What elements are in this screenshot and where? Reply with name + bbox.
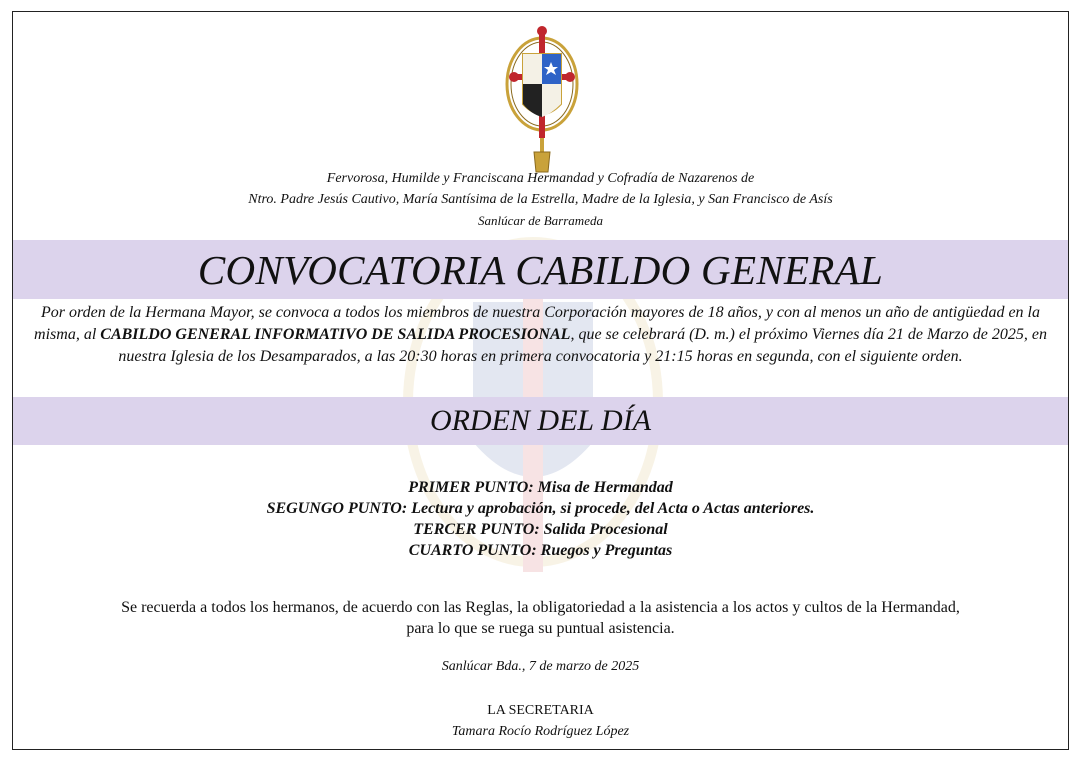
orden-del-dia-title: ORDEN DEL DÍA <box>429 404 652 437</box>
agenda-point: CUARTO PUNTO: Ruegos y Preguntas <box>408 542 673 559</box>
intro-bold: CABILDO GENERAL INFORMATIVO DE SALIDA PROCESIONAL <box>100 326 571 343</box>
agenda-point: TERCER PUNTO: Salida Procesional <box>413 521 668 538</box>
header-city: Sanlúcar de Barrameda <box>478 213 603 228</box>
reminder-line-2: para lo que se ruega su puntual asistencia. <box>406 620 675 637</box>
document-frame <box>12 11 1069 750</box>
brotherhood-header <box>13 168 1068 231</box>
intro-part-2: , que se celebrará (D. m.) el próximo Viernes día 21 de Marzo de 2025, en nuestra Iglesia de los Desamparados, a las 20:30 horas en primera convocatoria y 21:15 horas en segunda, con el siguiente orden. <box>118 326 1047 365</box>
header-line-2: Ntro. Padre Jesús Cautivo, María Santísima de la Estrella, Madre de la Iglesia, y San Francisco de Asís <box>248 192 833 207</box>
header-line-1: Fervorosa, Humilde y Franciscana Hermandad y Cofradía de Nazarenos de <box>326 171 755 186</box>
agenda-points <box>13 477 1068 561</box>
signature-role: LA SECRETARIA <box>487 703 594 718</box>
agenda-point: SEGUNGO PUNTO: Lectura y aprobación, si procede, del Acta o Actas anteriores. <box>266 500 815 517</box>
attendance-reminder <box>33 597 1048 639</box>
document-title: CONVOCATORIA CABILDO GENERAL <box>197 247 884 293</box>
document-date: Sanlúcar Bda., 7 de marzo de 2025 <box>441 659 640 674</box>
signature-name: Tamara Rocío Rodríguez López <box>451 724 630 739</box>
convocation-text <box>33 302 1048 368</box>
signature-block <box>13 700 1068 742</box>
intro-part-1: Por orden de la Hermana Mayor, se convoca a todos los miembros de nuestra Corporación mayores de 18 años, y con al menos un año de antigüedad en la misma, al <box>34 304 1040 343</box>
reminder-line-1: Se recuerda a todos los hermanos, de acuerdo con las Reglas, la obligatoriedad a la asistencia a los actos y cultos de la Hermandad, <box>121 599 960 616</box>
brotherhood-crest <box>501 22 583 174</box>
agenda-point: PRIMER PUNTO: Misa de Hermandad <box>408 479 673 496</box>
